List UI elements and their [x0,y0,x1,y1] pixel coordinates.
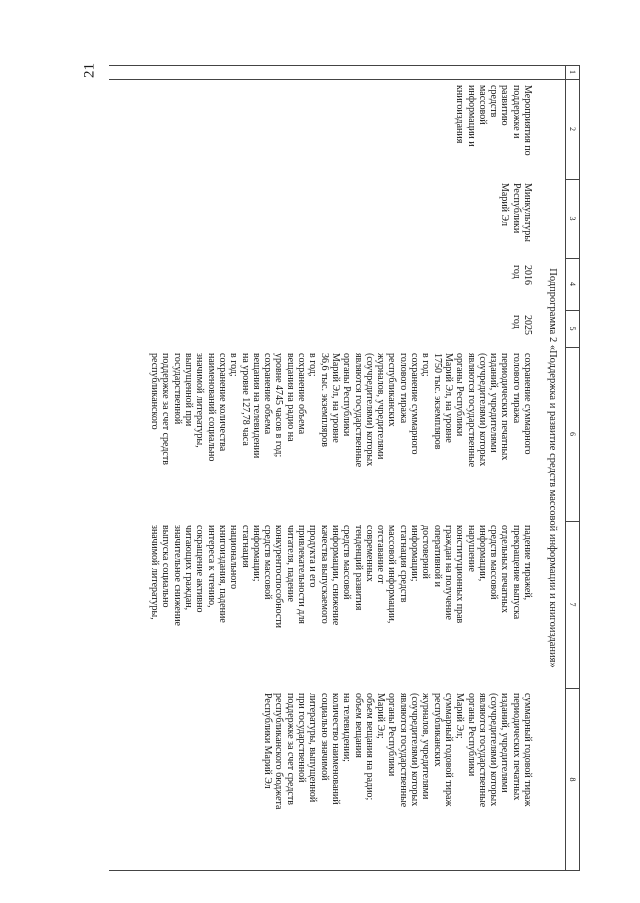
column-number-6: 6 [568,432,577,436]
column-number-3: 3 [568,216,577,221]
column-divider [566,688,579,689]
program-table [109,65,580,871]
column-divider [566,258,579,259]
column-divider [566,310,579,311]
column-divider [109,65,579,66]
rotated-landscape-page [110,65,580,871]
page-number: 21 [81,63,98,78]
cell-expected-results: сохранение суммарного голового тиража периодических печатных изданий, учредителями (соучредителями) которых являются государственные органы Республики Марий Эл, на уровне 1750 тыс. экземпляров в год; сохранение суммарного голового тиража республиканских журналов, учредителями (соучредителями) которых являются государственные органы Республики Марий Эл, на уровне 36,6 тыс. экземпляров в год; сохранение объема вещания на радио на уровне 4745 часов в год; сохранение объема вещания на телевидении на уровне 127,78 часа в год; сохранение количества наименований социально значимой литературы, выпущенной при государственной поддержке за счет средств республиканского [149,353,533,468]
column-divider [566,347,579,348]
cell-indicators: суммарный годовой тираж периодических печатных изданий, учредителями (соучредителями) которых являются государственные органы Республики Марий Эл; суммарный годовой тираж республиканских журналов, учредителями (соучредителями) которых являются государственные органы Республики Марий Эл; объем вещания на радио; объем вещания на телевидении; количество наименований социально значимой литературы, выпущенной при государственной поддержке за счет средств республиканского бюджета Республики Марий Эл [262,693,533,810]
cell-end-year: 2025 год [510,315,533,335]
column-number-7: 7 [568,602,577,607]
column-number-1: 1 [568,70,577,74]
column-divider [566,179,579,180]
cell-executor: Минкультуры Республики Марий Эл [499,183,533,242]
column-divider [566,521,579,522]
column-divider [109,870,579,871]
column-number-8: 8 [568,777,577,782]
column-number-5: 5 [568,326,577,331]
column-number-2: 2 [568,127,577,131]
cell-start-year: 2016 год [510,265,533,285]
cell-activity: Мероприятия по поддержке и развитию средств массовой информации и книгоиздания [454,85,533,156]
column-number-4: 4 [568,282,577,286]
subprogram-title: Подпрограмма 2 «Поддержка и развитие средств массовой информации и книгоиздания» [547,268,558,668]
cell-consequences: падение тиражей, прекращение выпуска отдельных печатных средств массовой информации, нарушение конституционных прав граждан на получение оперативной и достоверной информации; стагнация средств массовой информации, отставание от современных тенденций развития средств массовой информации, снижение качества выпускаемого продукта и его привлекательности для читателя, падение конкурентоспособности средств массовой информации; стагнация национального книгоиздания, падение интереса к чтению, сокращение активно читающих граждан, значительное снижение выпуска социально значимой литературы, [149,525,533,629]
column-number-row [565,65,579,871]
column-divider [109,79,579,80]
